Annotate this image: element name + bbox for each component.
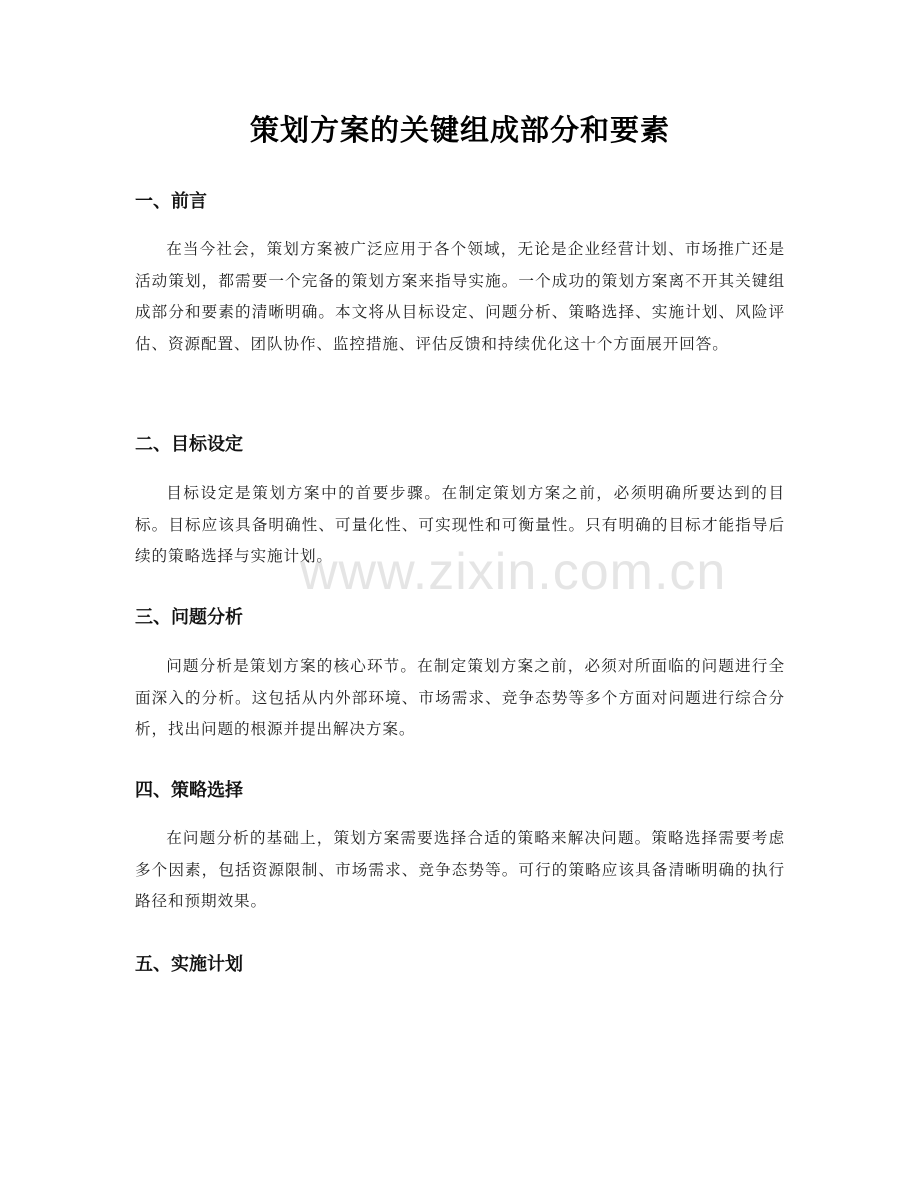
section-paragraph-problem-analysis: 问题分析是策划方案的核心环节。在制定策划方案之前，必须对所面临的问题进行全面深入的分析。这包括从内外部环境、市场需求、竞争态势等多个方面对问题进行综合分析，找出问题的根源并提出解决方案。	[135, 657, 785, 738]
section-paragraph-preface: 在当今社会，策划方案被广泛应用于各个领域，无论是企业经营计划、市场推广还是活动策划，都需要一个完备的策划方案来指导实施。一个成功的策划方案离不开其关键组成部分和要素的清晰明确。本文将从目标设定、问题分析、策略选择、实施计划、风险评估、资源配置、团队协作、监控措施、评估反馈和持续优化这十个方面展开回答。	[135, 240, 785, 353]
section-heading-strategy-selection: 四、策略选择	[135, 780, 243, 801]
document-title: 策划方案的关键组成部分和要素	[249, 113, 670, 147]
section-heading-preface: 一、前言	[135, 191, 207, 212]
section-paragraph-goal-setting: 目标设定是策划方案中的首要步骤。在制定策划方案之前，必须明确所要达到的目标。目标应该具备明确性、可量化性、可实现性和可衡量性。只有明确的目标才能指导后续的策略选择与实施计划。	[135, 484, 785, 565]
section-paragraph-strategy-selection: 在问题分析的基础上，策划方案需要选择合适的策略来解决问题。策略选择需要考虑多个因素，包括资源限制、市场需求、竞争态势等。可行的策略应该具备清晰明确的执行路径和预期效果。	[135, 829, 785, 910]
watermark: www.zixin.com.cn	[300, 543, 727, 601]
section-heading-implementation-plan: 五、实施计划	[135, 954, 243, 975]
section-heading-goal-setting: 二、目标设定	[135, 434, 243, 455]
section-heading-problem-analysis: 三、问题分析	[135, 607, 243, 628]
